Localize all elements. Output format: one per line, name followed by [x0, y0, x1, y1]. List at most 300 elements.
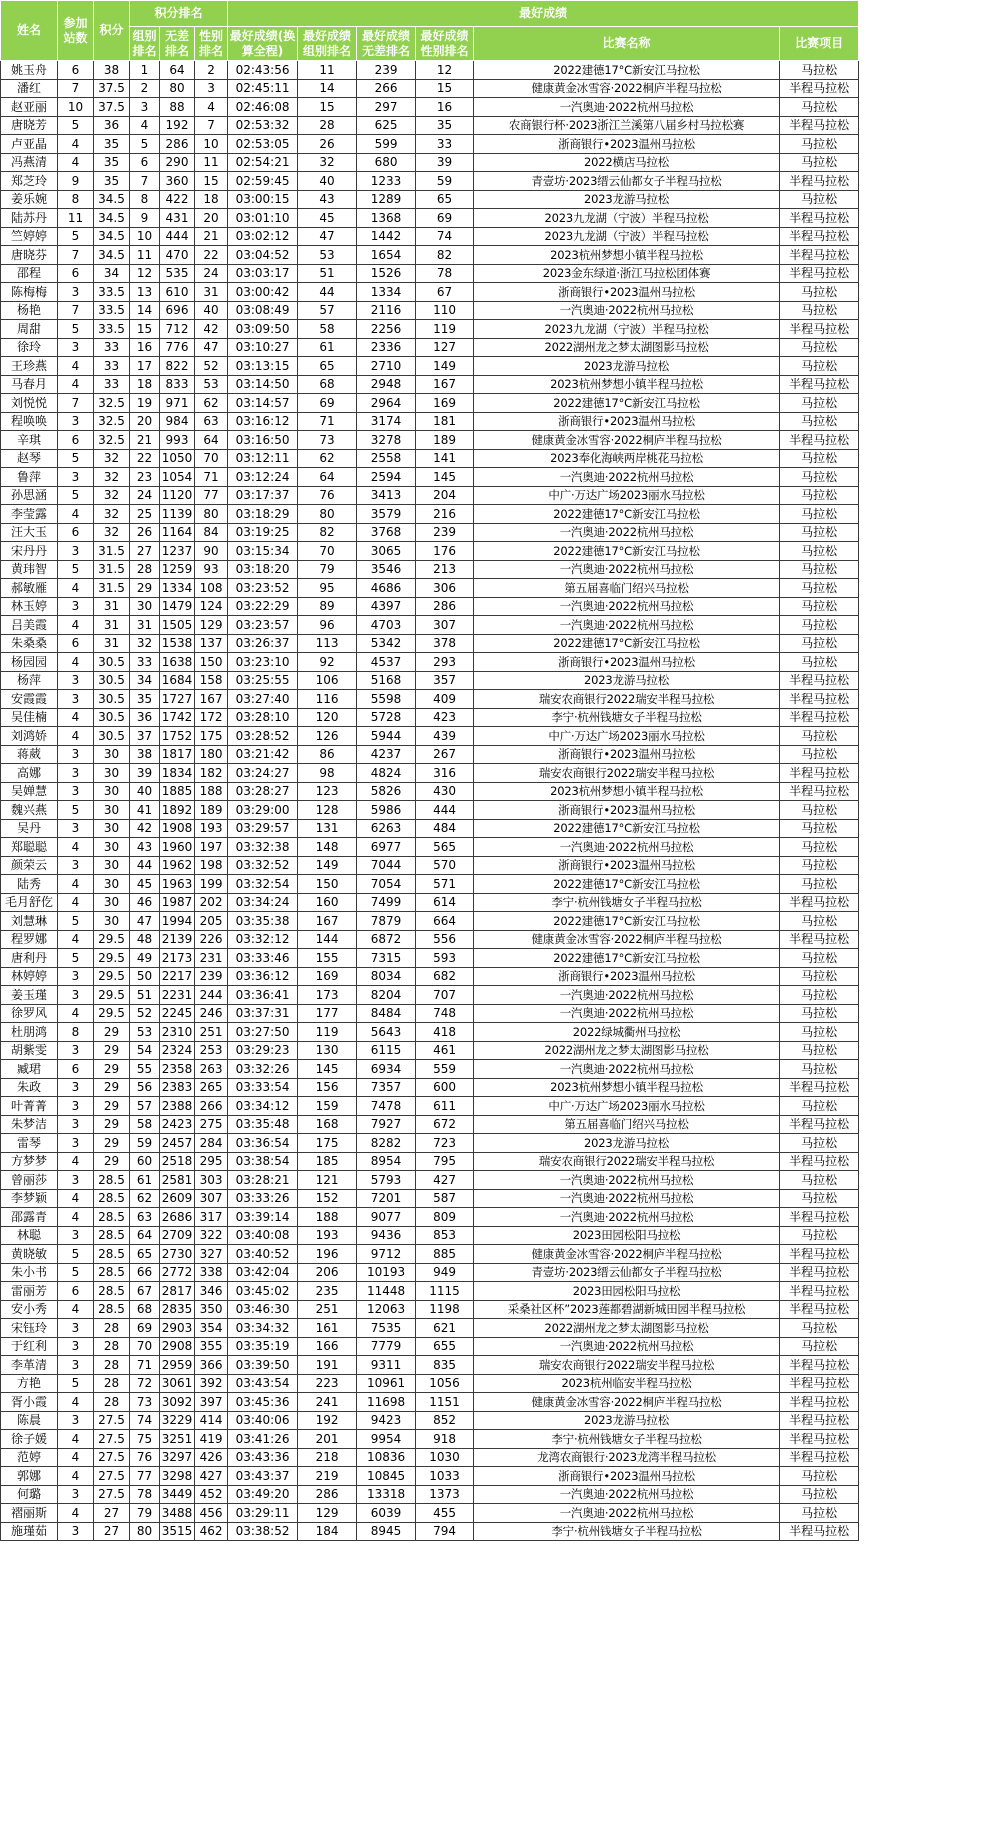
cell-best-gender-rank: 484	[416, 819, 474, 838]
cell-stations: 3	[58, 1337, 94, 1356]
cell-race-name: 2023九龙湖（宁波）半程马拉松	[474, 227, 780, 246]
cell-race-name: 一汽奥迪·2022杭州马拉松	[474, 986, 780, 1005]
cell-best-gender-rank: 67	[416, 283, 474, 302]
cell-no-diff-rank: 3092	[160, 1393, 195, 1412]
cell-stations: 4	[58, 153, 94, 172]
cell-points: 34.5	[94, 190, 130, 209]
cell-points: 28.5	[94, 1245, 130, 1264]
cell-best-time: 03:40:08	[228, 1226, 298, 1245]
cell-name: 程唤唤	[1, 412, 58, 431]
cell-best-time: 02:59:45	[228, 172, 298, 191]
cell-name: 李梦颖	[1, 1189, 58, 1208]
cell-race-name: 一汽奥迪·2022杭州马拉松	[474, 1337, 780, 1356]
cell-no-diff-rank: 2231	[160, 986, 195, 1005]
cell-race-name: 2023龙游马拉松	[474, 190, 780, 209]
cell-group-rank: 13	[130, 283, 160, 302]
cell-best-group-rank: 15	[298, 98, 357, 117]
cell-stations: 5	[58, 227, 94, 246]
cell-best-time: 03:22:29	[228, 597, 298, 616]
cell-name: 唐晓芬	[1, 246, 58, 265]
cell-no-diff-rank: 1237	[160, 542, 195, 561]
cell-group-rank: 3	[130, 98, 160, 117]
cell-race-type: 半程马拉松	[780, 782, 859, 801]
cell-name: 安小秀	[1, 1300, 58, 1319]
cell-race-type: 马拉松	[780, 394, 859, 413]
table-row	[1, 1356, 859, 1375]
cell-race-type: 马拉松	[780, 505, 859, 524]
cell-points: 27	[94, 1522, 130, 1541]
cell-best-gender-rank: 74	[416, 227, 474, 246]
table-row	[1, 560, 859, 579]
cell-best-time: 03:43:36	[228, 1448, 298, 1467]
cell-race-name: 2022建德17°C新安江马拉松	[474, 505, 780, 524]
cell-gender-rank: 53	[195, 375, 228, 394]
cell-best-gender-rank: 409	[416, 690, 474, 709]
cell-best-group-rank: 129	[298, 1504, 357, 1523]
cell-best-gender-rank: 664	[416, 912, 474, 931]
cell-best-no-diff-rank: 11448	[357, 1282, 416, 1301]
cell-group-rank: 59	[130, 1134, 160, 1153]
cell-no-diff-rank: 1684	[160, 671, 195, 690]
cell-gender-rank: 202	[195, 893, 228, 912]
cell-gender-rank: 427	[195, 1467, 228, 1486]
cell-name: 徐子媛	[1, 1430, 58, 1449]
cell-race-name: 2022绿城衢州马拉松	[474, 1023, 780, 1042]
cell-group-rank: 49	[130, 949, 160, 968]
cell-race-type: 马拉松	[780, 1041, 859, 1060]
cell-no-diff-rank: 1164	[160, 523, 195, 542]
cell-points: 35	[94, 135, 130, 154]
cell-points: 28	[94, 1356, 130, 1375]
cell-group-rank: 8	[130, 190, 160, 209]
cell-best-group-rank: 219	[298, 1467, 357, 1486]
header-stations: 参加站数	[58, 1, 94, 61]
cell-gender-rank: 167	[195, 690, 228, 709]
cell-best-no-diff-rank: 4686	[357, 579, 416, 598]
cell-race-name: 2023金东绿道·浙江马拉松团体赛	[474, 264, 780, 283]
cell-best-time: 02:53:32	[228, 116, 298, 135]
cell-no-diff-rank: 2173	[160, 949, 195, 968]
cell-best-group-rank: 160	[298, 893, 357, 912]
cell-race-name: 一汽奥迪·2022杭州马拉松	[474, 468, 780, 487]
cell-points: 30	[94, 782, 130, 801]
cell-name: 吴丹	[1, 819, 58, 838]
cell-group-rank: 28	[130, 560, 160, 579]
cell-group-rank: 12	[130, 264, 160, 283]
cell-stations: 3	[58, 1115, 94, 1134]
cell-group-rank: 57	[130, 1097, 160, 1116]
cell-best-gender-rank: 795	[416, 1152, 474, 1171]
cell-race-type: 半程马拉松	[780, 1393, 859, 1412]
cell-group-rank: 44	[130, 856, 160, 875]
cell-group-rank: 75	[130, 1430, 160, 1449]
cell-stations: 3	[58, 283, 94, 302]
cell-best-no-diff-rank: 2256	[357, 320, 416, 339]
cell-best-gender-rank: 570	[416, 856, 474, 875]
table-row	[1, 227, 859, 246]
cell-group-rank: 63	[130, 1208, 160, 1227]
cell-points: 28.5	[94, 1263, 130, 1282]
cell-best-no-diff-rank: 8484	[357, 1004, 416, 1023]
cell-no-diff-rank: 444	[160, 227, 195, 246]
cell-points: 32	[94, 505, 130, 524]
cell-group-rank: 60	[130, 1152, 160, 1171]
cell-best-no-diff-rank: 5826	[357, 782, 416, 801]
cell-best-group-rank: 145	[298, 1060, 357, 1079]
cell-best-no-diff-rank: 1654	[357, 246, 416, 265]
cell-best-group-rank: 206	[298, 1263, 357, 1282]
table-row	[1, 246, 859, 265]
cell-best-group-rank: 80	[298, 505, 357, 524]
cell-race-name: 2022横店马拉松	[474, 153, 780, 172]
cell-best-no-diff-rank: 4824	[357, 764, 416, 783]
cell-stations: 3	[58, 1411, 94, 1430]
cell-race-type: 半程马拉松	[780, 227, 859, 246]
cell-stations: 4	[58, 616, 94, 635]
cell-best-group-rank: 192	[298, 1411, 357, 1430]
table-row	[1, 1393, 859, 1412]
cell-no-diff-rank: 2245	[160, 1004, 195, 1023]
cell-name: 胡紫雯	[1, 1041, 58, 1060]
cell-points: 32.5	[94, 394, 130, 413]
cell-no-diff-rank: 2908	[160, 1337, 195, 1356]
cell-race-name: 2022建德17°C新安江马拉松	[474, 912, 780, 931]
cell-race-type: 马拉松	[780, 1004, 859, 1023]
cell-group-rank: 26	[130, 523, 160, 542]
cell-best-time: 03:49:20	[228, 1485, 298, 1504]
cell-stations: 5	[58, 486, 94, 505]
cell-race-type: 半程马拉松	[780, 1152, 859, 1171]
cell-group-rank: 33	[130, 653, 160, 672]
cell-points: 30	[94, 764, 130, 783]
cell-race-name: 2023杭州梦想小镇半程马拉松	[474, 375, 780, 394]
cell-best-time: 03:45:36	[228, 1393, 298, 1412]
cell-stations: 5	[58, 949, 94, 968]
cell-no-diff-rank: 2817	[160, 1282, 195, 1301]
table-row	[1, 838, 859, 857]
cell-stations: 5	[58, 116, 94, 135]
cell-best-no-diff-rank: 5342	[357, 634, 416, 653]
cell-race-name: 一汽奥迪·2022杭州马拉松	[474, 838, 780, 857]
cell-best-no-diff-rank: 10836	[357, 1448, 416, 1467]
cell-best-time: 03:35:38	[228, 912, 298, 931]
cell-race-type: 半程马拉松	[780, 1078, 859, 1097]
cell-race-type: 马拉松	[780, 1023, 859, 1042]
table-row	[1, 1411, 859, 1430]
cell-best-gender-rank: 267	[416, 745, 474, 764]
cell-race-name: 2023龙游马拉松	[474, 1134, 780, 1153]
cell-best-no-diff-rank: 7927	[357, 1115, 416, 1134]
cell-no-diff-rank: 1885	[160, 782, 195, 801]
cell-best-gender-rank: 39	[416, 153, 474, 172]
cell-best-gender-rank: 176	[416, 542, 474, 561]
cell-race-type: 马拉松	[780, 153, 859, 172]
cell-points: 29.5	[94, 1004, 130, 1023]
cell-race-type: 马拉松	[780, 967, 859, 986]
cell-gender-rank: 392	[195, 1374, 228, 1393]
cell-points: 34.5	[94, 209, 130, 228]
cell-group-rank: 5	[130, 135, 160, 154]
cell-group-rank: 47	[130, 912, 160, 931]
cell-best-gender-rank: 794	[416, 1522, 474, 1541]
cell-best-gender-rank: 853	[416, 1226, 474, 1245]
cell-stations: 6	[58, 523, 94, 542]
cell-group-rank: 30	[130, 597, 160, 616]
cell-best-no-diff-rank: 2594	[357, 468, 416, 487]
cell-no-diff-rank: 822	[160, 357, 195, 376]
cell-race-type: 马拉松	[780, 949, 859, 968]
cell-race-type: 马拉松	[780, 727, 859, 746]
cell-best-no-diff-rank: 9311	[357, 1356, 416, 1375]
cell-best-time: 03:23:57	[228, 616, 298, 635]
cell-best-gender-rank: 655	[416, 1337, 474, 1356]
cell-points: 35	[94, 172, 130, 191]
cell-best-group-rank: 286	[298, 1485, 357, 1504]
cell-race-name: 2023龙游马拉松	[474, 1411, 780, 1430]
cell-no-diff-rank: 2423	[160, 1115, 195, 1134]
cell-race-name: 李宁·杭州钱塘女子半程马拉松	[474, 893, 780, 912]
cell-best-gender-rank: 69	[416, 209, 474, 228]
table-row	[1, 1263, 859, 1282]
cell-stations: 3	[58, 856, 94, 875]
cell-best-group-rank: 69	[298, 394, 357, 413]
cell-best-gender-rank: 307	[416, 616, 474, 635]
cell-stations: 5	[58, 449, 94, 468]
cell-points: 28.5	[94, 1282, 130, 1301]
cell-no-diff-rank: 2730	[160, 1245, 195, 1264]
cell-group-rank: 52	[130, 1004, 160, 1023]
cell-race-type: 马拉松	[780, 1134, 859, 1153]
cell-gender-rank: 189	[195, 801, 228, 820]
cell-best-time: 03:29:00	[228, 801, 298, 820]
cell-best-time: 03:28:10	[228, 708, 298, 727]
table-row	[1, 338, 859, 357]
cell-points: 27.5	[94, 1448, 130, 1467]
cell-gender-rank: 397	[195, 1393, 228, 1412]
cell-name: 林婷婷	[1, 967, 58, 986]
cell-points: 31	[94, 616, 130, 635]
cell-points: 28	[94, 1374, 130, 1393]
table-row	[1, 1171, 859, 1190]
cell-gender-rank: 64	[195, 431, 228, 450]
cell-best-gender-rank: 59	[416, 172, 474, 191]
cell-race-name: 2022建德17°C新安江马拉松	[474, 949, 780, 968]
cell-gender-rank: 197	[195, 838, 228, 857]
table-row	[1, 209, 859, 228]
cell-gender-rank: 239	[195, 967, 228, 986]
cell-gender-rank: 338	[195, 1263, 228, 1282]
cell-no-diff-rank: 2581	[160, 1171, 195, 1190]
cell-gender-rank: 93	[195, 560, 228, 579]
cell-gender-rank: 62	[195, 394, 228, 413]
cell-best-time: 02:54:21	[228, 153, 298, 172]
cell-best-time: 03:38:52	[228, 1522, 298, 1541]
cell-gender-rank: 21	[195, 227, 228, 246]
cell-best-group-rank: 51	[298, 264, 357, 283]
table-row	[1, 505, 859, 524]
cell-points: 34.5	[94, 246, 130, 265]
cell-name: 高娜	[1, 764, 58, 783]
cell-best-group-rank: 155	[298, 949, 357, 968]
cell-race-type: 半程马拉松	[780, 1522, 859, 1541]
cell-race-name: 农商银行杯·2023浙江兰溪第八届乡村马拉松赛	[474, 116, 780, 135]
cell-best-gender-rank: 204	[416, 486, 474, 505]
cell-race-type: 半程马拉松	[780, 79, 859, 98]
cell-best-time: 03:12:24	[228, 468, 298, 487]
cell-best-gender-rank: 949	[416, 1263, 474, 1282]
cell-group-rank: 19	[130, 394, 160, 413]
cell-name: 林聪	[1, 1226, 58, 1245]
cell-stations: 3	[58, 468, 94, 487]
cell-race-name: 2022湖州龙之梦太湖图影马拉松	[474, 338, 780, 357]
cell-group-rank: 32	[130, 634, 160, 653]
cell-best-gender-rank: 293	[416, 653, 474, 672]
cell-stations: 7	[58, 394, 94, 413]
cell-best-gender-rank: 119	[416, 320, 474, 339]
cell-stations: 5	[58, 1245, 94, 1264]
cell-best-gender-rank: 885	[416, 1245, 474, 1264]
cell-best-gender-rank: 110	[416, 301, 474, 320]
cell-best-no-diff-rank: 1289	[357, 190, 416, 209]
cell-points: 34	[94, 264, 130, 283]
cell-points: 32	[94, 486, 130, 505]
cell-name: 潘红	[1, 79, 58, 98]
cell-best-time: 03:46:30	[228, 1300, 298, 1319]
cell-best-time: 03:15:34	[228, 542, 298, 561]
cell-no-diff-rank: 2388	[160, 1097, 195, 1116]
cell-stations: 6	[58, 431, 94, 450]
cell-race-name: 龙湾农商银行·2023龙湾半程马拉松	[474, 1448, 780, 1467]
cell-name: 陆秀	[1, 875, 58, 894]
cell-stations: 4	[58, 375, 94, 394]
cell-race-name: 健康黄金冰雪容·2022桐庐半程马拉松	[474, 1393, 780, 1412]
table-row	[1, 671, 859, 690]
cell-points: 29.5	[94, 949, 130, 968]
cell-best-gender-rank: 430	[416, 782, 474, 801]
cell-best-gender-rank: 239	[416, 523, 474, 542]
cell-no-diff-rank: 1334	[160, 579, 195, 598]
cell-race-type: 半程马拉松	[780, 708, 859, 727]
table-row	[1, 153, 859, 172]
cell-no-diff-rank: 1638	[160, 653, 195, 672]
cell-best-group-rank: 177	[298, 1004, 357, 1023]
cell-best-group-rank: 123	[298, 782, 357, 801]
cell-race-name: 2023田园松阳马拉松	[474, 1282, 780, 1301]
table-row	[1, 801, 859, 820]
cell-gender-rank: 175	[195, 727, 228, 746]
cell-best-no-diff-rank: 1442	[357, 227, 416, 246]
cell-best-group-rank: 130	[298, 1041, 357, 1060]
cell-stations: 3	[58, 1485, 94, 1504]
cell-race-name: 2023杭州梦想小镇半程马拉松	[474, 246, 780, 265]
table-row	[1, 1485, 859, 1504]
cell-no-diff-rank: 2457	[160, 1134, 195, 1153]
cell-best-group-rank: 45	[298, 209, 357, 228]
table-row	[1, 1041, 859, 1060]
cell-stations: 4	[58, 653, 94, 672]
cell-group-rank: 51	[130, 986, 160, 1005]
cell-best-no-diff-rank: 266	[357, 79, 416, 98]
cell-best-group-rank: 82	[298, 523, 357, 542]
cell-gender-rank: 414	[195, 1411, 228, 1430]
cell-race-type: 马拉松	[780, 912, 859, 931]
cell-stations: 3	[58, 1522, 94, 1541]
cell-best-no-diff-rank: 4703	[357, 616, 416, 635]
cell-best-gender-rank: 145	[416, 468, 474, 487]
cell-gender-rank: 129	[195, 616, 228, 635]
cell-best-time: 03:37:31	[228, 1004, 298, 1023]
cell-points: 31.5	[94, 579, 130, 598]
cell-group-rank: 61	[130, 1171, 160, 1190]
cell-stations: 4	[58, 1467, 94, 1486]
cell-name: 褶丽斯	[1, 1504, 58, 1523]
cell-group-rank: 35	[130, 690, 160, 709]
cell-name: 李革清	[1, 1356, 58, 1375]
cell-group-rank: 55	[130, 1060, 160, 1079]
cell-name: 雷琴	[1, 1134, 58, 1153]
cell-gender-rank: 40	[195, 301, 228, 320]
cell-best-gender-rank: 357	[416, 671, 474, 690]
cell-stations: 7	[58, 246, 94, 265]
cell-group-rank: 66	[130, 1263, 160, 1282]
cell-best-no-diff-rank: 11698	[357, 1393, 416, 1412]
cell-best-gender-rank: 169	[416, 394, 474, 413]
cell-no-diff-rank: 2139	[160, 930, 195, 949]
cell-name: 方梦梦	[1, 1152, 58, 1171]
cell-gender-rank: 90	[195, 542, 228, 561]
cell-race-name: 瑞安农商银行2022瑞安半程马拉松	[474, 764, 780, 783]
cell-gender-rank: 205	[195, 912, 228, 931]
cell-best-time: 03:04:52	[228, 246, 298, 265]
cell-best-no-diff-rank: 599	[357, 135, 416, 154]
cell-no-diff-rank: 192	[160, 116, 195, 135]
cell-no-diff-rank: 360	[160, 172, 195, 191]
cell-race-name: 2023杭州梦想小镇半程马拉松	[474, 1078, 780, 1097]
cell-gender-rank: 77	[195, 486, 228, 505]
cell-race-type: 马拉松	[780, 190, 859, 209]
table-row	[1, 690, 859, 709]
cell-stations: 3	[58, 338, 94, 357]
cell-race-name: 李宁·杭州钱塘女子半程马拉松	[474, 1430, 780, 1449]
cell-group-rank: 62	[130, 1189, 160, 1208]
table-row	[1, 79, 859, 98]
cell-points: 28.5	[94, 1300, 130, 1319]
cell-best-time: 03:10:27	[228, 338, 298, 357]
cell-points: 32	[94, 468, 130, 487]
cell-best-no-diff-rank: 3768	[357, 523, 416, 542]
cell-points: 29	[94, 1023, 130, 1042]
cell-best-no-diff-rank: 5598	[357, 690, 416, 709]
cell-best-time: 02:45:11	[228, 79, 298, 98]
cell-no-diff-rank: 1050	[160, 449, 195, 468]
cell-race-name: 一汽奥迪·2022杭州马拉松	[474, 1171, 780, 1190]
cell-gender-rank: 20	[195, 209, 228, 228]
cell-best-group-rank: 175	[298, 1134, 357, 1153]
cell-points: 30	[94, 893, 130, 912]
cell-no-diff-rank: 2609	[160, 1189, 195, 1208]
cell-best-no-diff-rank: 9423	[357, 1411, 416, 1430]
table-row	[1, 1337, 859, 1356]
cell-race-name: 一汽奥迪·2022杭州马拉松	[474, 1504, 780, 1523]
cell-stations: 3	[58, 1356, 94, 1375]
cell-no-diff-rank: 2217	[160, 967, 195, 986]
cell-stations: 4	[58, 1208, 94, 1227]
cell-group-rank: 4	[130, 116, 160, 135]
cell-no-diff-rank: 2959	[160, 1356, 195, 1375]
cell-group-rank: 11	[130, 246, 160, 265]
cell-best-time: 03:41:26	[228, 1430, 298, 1449]
cell-best-time: 03:00:42	[228, 283, 298, 302]
